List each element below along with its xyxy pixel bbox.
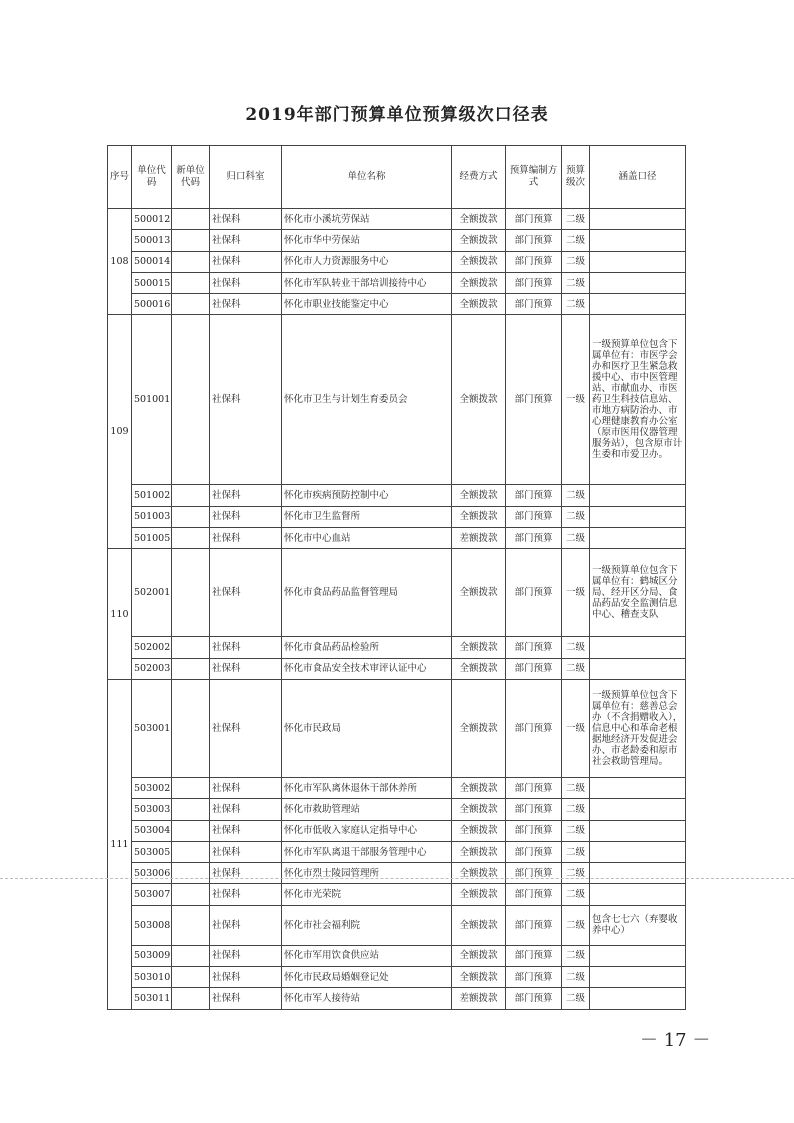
unit-code: 500015: [132, 272, 172, 293]
new-unit-code: [172, 945, 210, 966]
funding-method: 全额拨款: [452, 209, 506, 230]
coverage-note: 一级预算单位包含下属单位有：市医学会办和医疗卫生紧急救援中心、市中医管理站、市献血办、市医药卫生科技信息站、市地方病防治办、市心理健康教育办公室（原市医用仪器管理服务站），包含原市计生委和市爱卫办。: [590, 315, 686, 485]
table-row: [108, 988, 686, 1009]
scan-fold-line: [0, 878, 794, 879]
unit-code: 501005: [132, 528, 172, 549]
header-budget-method: 预算编制方式: [506, 146, 562, 209]
table-row: [108, 251, 686, 272]
unit-code: 502003: [132, 658, 172, 679]
funding-method: 全额拨款: [452, 820, 506, 841]
header-new-unit-code: 新单位代码: [172, 146, 210, 209]
unit-name: 怀化市烈士陵园管理所: [282, 863, 452, 884]
department: 社保科: [210, 272, 282, 293]
table-row: [108, 549, 686, 637]
table-row: [108, 315, 686, 485]
unit-name: 怀化市民政局: [282, 679, 452, 777]
department: 社保科: [210, 905, 282, 945]
budget-level-table: [107, 145, 686, 1010]
funding-method: 全额拨款: [452, 485, 506, 506]
budget-level: 二级: [562, 637, 590, 658]
unit-code: 503010: [132, 967, 172, 988]
funding-method: 全额拨款: [452, 945, 506, 966]
new-unit-code: [172, 820, 210, 841]
budget-method: 部门预算: [506, 777, 562, 798]
new-unit-code: [172, 506, 210, 527]
table-row: [108, 884, 686, 905]
coverage-note: [590, 658, 686, 679]
new-unit-code: [172, 637, 210, 658]
unit-name: 怀化市军队离休退休干部休养所: [282, 777, 452, 798]
budget-method: 部门预算: [506, 945, 562, 966]
unit-name: 怀化市军队转业干部培训接待中心: [282, 272, 452, 293]
table-row: [108, 820, 686, 841]
department: 社保科: [210, 863, 282, 884]
budget-level: 二级: [562, 777, 590, 798]
department: 社保科: [210, 485, 282, 506]
page-title: 2019年部门预算单位预算级次口径表: [245, 105, 549, 125]
table-row: [108, 294, 686, 315]
unit-name: 怀化市食品安全技术审评认证中心: [282, 658, 452, 679]
funding-method: 全额拨款: [452, 777, 506, 798]
funding-method: 全额拨款: [452, 841, 506, 862]
table-row: [108, 209, 686, 230]
new-unit-code: [172, 679, 210, 777]
unit-code: 503005: [132, 841, 172, 862]
coverage-note: 一级预算单位包含下属单位有：慈善总会办（不含捐赠收入），信息中心和革命老根据地经济开发促进会办、市老龄委和原市社会救助管理局。: [590, 679, 686, 777]
table-row: [108, 637, 686, 658]
funding-method: 差额拨款: [452, 528, 506, 549]
budget-method: 部门预算: [506, 637, 562, 658]
funding-method: 全额拨款: [452, 679, 506, 777]
new-unit-code: [172, 988, 210, 1009]
department: 社保科: [210, 294, 282, 315]
unit-code: 503011: [132, 988, 172, 1009]
budget-level: 二级: [562, 820, 590, 841]
unit-code: 502001: [132, 549, 172, 637]
row-seq: 109: [108, 315, 132, 549]
coverage-note: [590, 485, 686, 506]
funding-method: 全额拨款: [452, 799, 506, 820]
unit-code: 501002: [132, 485, 172, 506]
funding-method: 全额拨款: [452, 884, 506, 905]
budget-method: 部门预算: [506, 799, 562, 820]
budget-level: 二级: [562, 863, 590, 884]
new-unit-code: [172, 884, 210, 905]
budget-level: 二级: [562, 230, 590, 251]
table-body: [108, 209, 686, 1010]
page-number: － 17 －: [640, 1030, 711, 1051]
department: 社保科: [210, 658, 282, 679]
unit-code: 500013: [132, 230, 172, 251]
funding-method: 差额拨款: [452, 988, 506, 1009]
department: 社保科: [210, 777, 282, 798]
unit-code: 503002: [132, 777, 172, 798]
coverage-note: [590, 884, 686, 905]
department: 社保科: [210, 637, 282, 658]
unit-code: 501001: [132, 315, 172, 485]
budget-level: 二级: [562, 506, 590, 527]
unit-name: 怀化市社会福利院: [282, 905, 452, 945]
budget-method: 部门预算: [506, 528, 562, 549]
budget-level: 二级: [562, 841, 590, 862]
department: 社保科: [210, 549, 282, 637]
budget-method: 部门预算: [506, 549, 562, 637]
unit-name: 怀化市疾病预防控制中心: [282, 485, 452, 506]
table-row: [108, 863, 686, 884]
budget-method: 部门预算: [506, 506, 562, 527]
unit-name: 怀化市光荣院: [282, 884, 452, 905]
funding-method: 全额拨款: [452, 294, 506, 315]
row-seq: 111: [108, 679, 132, 1009]
budget-method: 部门预算: [506, 884, 562, 905]
funding-method: 全额拨款: [452, 863, 506, 884]
budget-method: 部门预算: [506, 905, 562, 945]
row-seq: 110: [108, 549, 132, 680]
unit-code: 500016: [132, 294, 172, 315]
department: 社保科: [210, 841, 282, 862]
unit-name: 怀化市小溪坑劳保站: [282, 209, 452, 230]
coverage-note: [590, 209, 686, 230]
funding-method: 全额拨款: [452, 251, 506, 272]
budget-method: 部门预算: [506, 294, 562, 315]
budget-method: 部门预算: [506, 485, 562, 506]
unit-name: 怀化市职业技能鉴定中心: [282, 294, 452, 315]
new-unit-code: [172, 905, 210, 945]
unit-code: 503006: [132, 863, 172, 884]
funding-method: 全额拨款: [452, 967, 506, 988]
table-row: [108, 777, 686, 798]
coverage-note: [590, 863, 686, 884]
budget-method: 部门预算: [506, 230, 562, 251]
header-unit-code: 单位代码: [132, 146, 172, 209]
department: 社保科: [210, 967, 282, 988]
budget-method: 部门预算: [506, 209, 562, 230]
budget-level: 二级: [562, 528, 590, 549]
funding-method: 全额拨款: [452, 272, 506, 293]
budget-method: 部门预算: [506, 988, 562, 1009]
budget-level: 二级: [562, 799, 590, 820]
coverage-note: [590, 506, 686, 527]
unit-code: 500012: [132, 209, 172, 230]
unit-code: 503003: [132, 799, 172, 820]
coverage-note: [590, 251, 686, 272]
table-row: [108, 485, 686, 506]
unit-name: 怀化市食品药品检验所: [282, 637, 452, 658]
coverage-note: 一级预算单位包含下属单位有：鹤城区分局、经开区分局、食品药品安全监测信息中心、稽查支队: [590, 549, 686, 637]
budget-method: 部门预算: [506, 658, 562, 679]
budget-level: 二级: [562, 485, 590, 506]
department: 社保科: [210, 230, 282, 251]
budget-level: 一级: [562, 549, 590, 637]
coverage-note: [590, 272, 686, 293]
budget-level: 二级: [562, 988, 590, 1009]
table-row: [108, 528, 686, 549]
new-unit-code: [172, 799, 210, 820]
budget-method: 部门预算: [506, 820, 562, 841]
unit-code: 503004: [132, 820, 172, 841]
coverage-note: [590, 945, 686, 966]
header-unit-name: 单位名称: [282, 146, 452, 209]
new-unit-code: [172, 658, 210, 679]
unit-name: 怀化市华中劳保站: [282, 230, 452, 251]
table-row: [108, 945, 686, 966]
coverage-note: 包含七七六（弃婴收养中心）: [590, 905, 686, 945]
budget-level: 二级: [562, 272, 590, 293]
budget-level: 一级: [562, 315, 590, 485]
coverage-note: [590, 230, 686, 251]
coverage-note: [590, 294, 686, 315]
department: 社保科: [210, 209, 282, 230]
budget-method: 部门预算: [506, 251, 562, 272]
row-seq: 108: [108, 209, 132, 315]
budget-method: 部门预算: [506, 967, 562, 988]
funding-method: 全额拨款: [452, 658, 506, 679]
new-unit-code: [172, 528, 210, 549]
department: 社保科: [210, 884, 282, 905]
unit-name: 怀化市军队离退干部服务管理中心: [282, 841, 452, 862]
table-row: [108, 658, 686, 679]
department: 社保科: [210, 988, 282, 1009]
unit-name: 怀化市卫生与计划生育委员会: [282, 315, 452, 485]
budget-level: 二级: [562, 658, 590, 679]
table-row: [108, 905, 686, 945]
table-row: [108, 506, 686, 527]
coverage-note: [590, 777, 686, 798]
unit-code: 503009: [132, 945, 172, 966]
unit-name: 怀化市卫生监督所: [282, 506, 452, 527]
coverage-note: [590, 967, 686, 988]
budget-method: 部门预算: [506, 841, 562, 862]
coverage-note: [590, 528, 686, 549]
unit-name: 怀化市民政局婚姻登记处: [282, 967, 452, 988]
funding-method: 全额拨款: [452, 506, 506, 527]
department: 社保科: [210, 820, 282, 841]
unit-code: 500014: [132, 251, 172, 272]
department: 社保科: [210, 251, 282, 272]
budget-method: 部门预算: [506, 863, 562, 884]
unit-name: 怀化市军用饮食供应站: [282, 945, 452, 966]
department: 社保科: [210, 528, 282, 549]
table-row: [108, 799, 686, 820]
unit-name: 怀化市人力资源服务中心: [282, 251, 452, 272]
table-row: [108, 272, 686, 293]
unit-name: 怀化市中心血站: [282, 528, 452, 549]
unit-name: 怀化市救助管理站: [282, 799, 452, 820]
header-coverage: 涵盖口径: [590, 146, 686, 209]
new-unit-code: [172, 863, 210, 884]
coverage-note: [590, 841, 686, 862]
new-unit-code: [172, 549, 210, 637]
new-unit-code: [172, 777, 210, 798]
new-unit-code: [172, 272, 210, 293]
new-unit-code: [172, 315, 210, 485]
table-row: [108, 230, 686, 251]
budget-method: 部门预算: [506, 272, 562, 293]
table-row: [108, 679, 686, 777]
header-budget-level: 预算级次: [562, 146, 590, 209]
budget-level: 二级: [562, 905, 590, 945]
unit-code: 503001: [132, 679, 172, 777]
budget-level: 二级: [562, 945, 590, 966]
unit-code: 503008: [132, 905, 172, 945]
budget-level: 二级: [562, 294, 590, 315]
funding-method: 全额拨款: [452, 549, 506, 637]
department: 社保科: [210, 506, 282, 527]
department: 社保科: [210, 315, 282, 485]
header-department: 归口科室: [210, 146, 282, 209]
budget-method: 部门预算: [506, 679, 562, 777]
coverage-note: [590, 637, 686, 658]
new-unit-code: [172, 967, 210, 988]
header-funding-method: 经费方式: [452, 146, 506, 209]
table-row: [108, 841, 686, 862]
department: 社保科: [210, 945, 282, 966]
unit-code: 503007: [132, 884, 172, 905]
coverage-note: [590, 799, 686, 820]
budget-method: 部门预算: [506, 315, 562, 485]
unit-name: 怀化市食品药品监督管理局: [282, 549, 452, 637]
department: 社保科: [210, 679, 282, 777]
department: 社保科: [210, 799, 282, 820]
funding-method: 全额拨款: [452, 905, 506, 945]
unit-code: 502002: [132, 637, 172, 658]
coverage-note: [590, 988, 686, 1009]
budget-level: 二级: [562, 209, 590, 230]
new-unit-code: [172, 294, 210, 315]
budget-level: 二级: [562, 967, 590, 988]
budget-level: 一级: [562, 679, 590, 777]
funding-method: 全额拨款: [452, 637, 506, 658]
new-unit-code: [172, 251, 210, 272]
table-row: [108, 967, 686, 988]
funding-method: 全额拨款: [452, 315, 506, 485]
unit-name: 怀化市低收入家庭认定指导中心: [282, 820, 452, 841]
unit-name: 怀化市军人接待站: [282, 988, 452, 1009]
table-header-row: [108, 146, 686, 209]
budget-level: 二级: [562, 251, 590, 272]
new-unit-code: [172, 230, 210, 251]
new-unit-code: [172, 485, 210, 506]
budget-level: 二级: [562, 884, 590, 905]
new-unit-code: [172, 841, 210, 862]
unit-code: 501003: [132, 506, 172, 527]
header-seq: 序号: [108, 146, 132, 209]
new-unit-code: [172, 209, 210, 230]
coverage-note: [590, 820, 686, 841]
funding-method: 全额拨款: [452, 230, 506, 251]
